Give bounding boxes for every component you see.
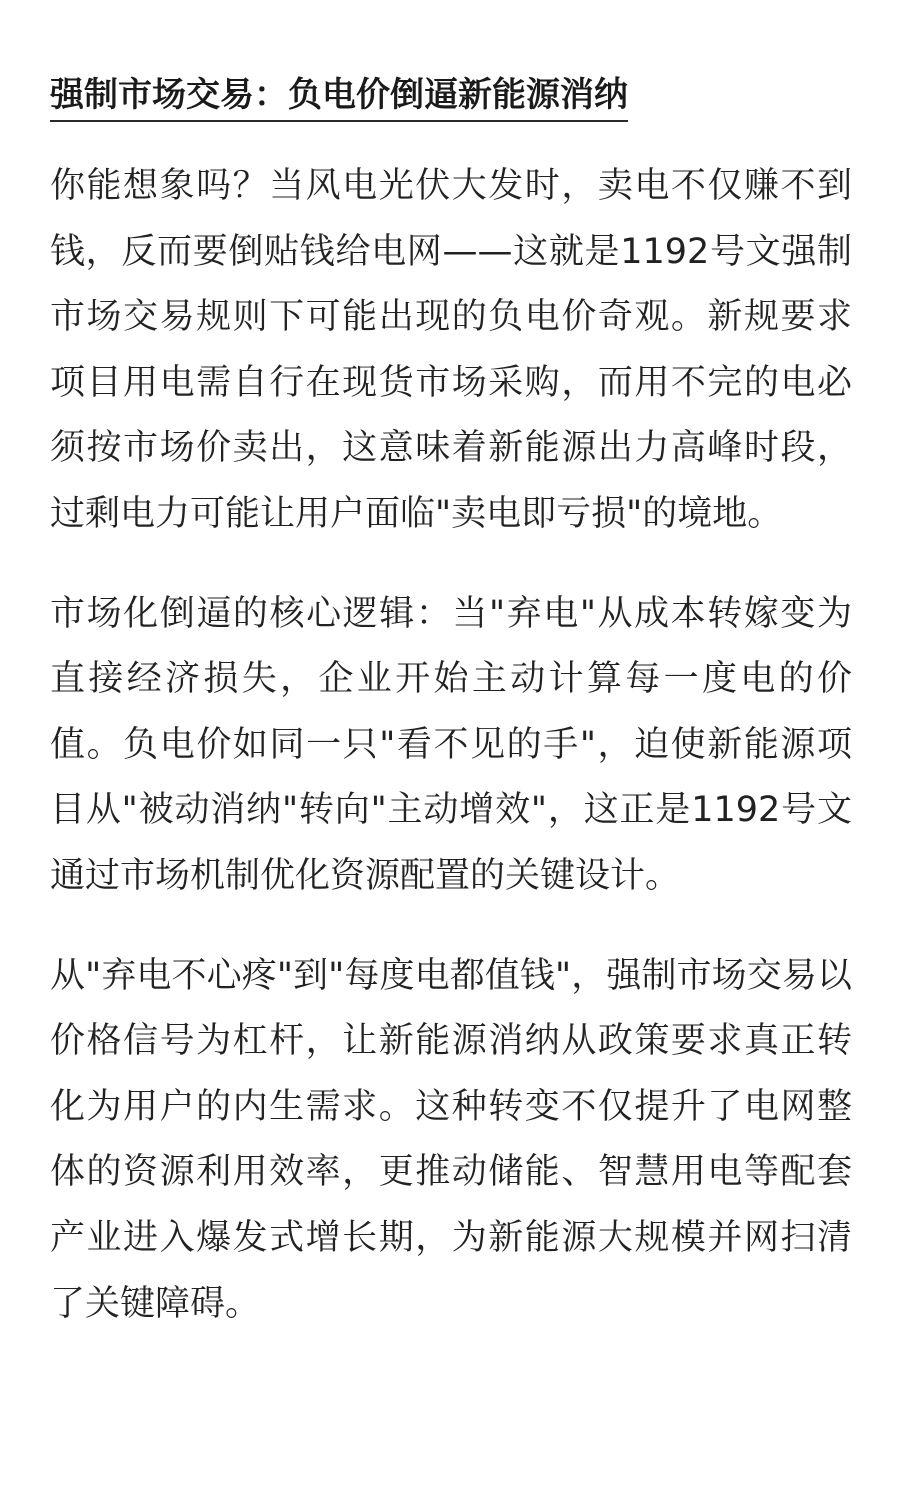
article-body: [50, 72, 852, 1371]
paragraph-negative-price: 你能想象吗？当风电光伏大发时，卖电不仅赚不到钱，反而要倒贴钱给电网——这就是1192号文强制市场交易规则下可能出现的负电价奇观。新规要求项目用电需自行在现货市场采购，而用不完的电必须按市场价卖出，这意味着新能源出力高峰时段，过剩电力可能让用户面临"卖电即亏损"的境地。: [50, 166, 852, 534]
paragraph-market-logic: 市场化倒逼的核心逻辑：当"弃电"从成本转嫁变为直接经济损失，企业开始主动计算每一度电的价值。负电价如同一只"看不见的手"，迫使新能源项目从"被动消纳"转向"主动增效"，这正是1192号文通过市场机制优化资源配置的关键设计。: [50, 593, 852, 896]
article-heading: 强制市场交易：负电价倒逼新能源消纳: [50, 72, 628, 122]
paragraph-conclusion: 从"弃电不心疼"到"每度电都值钱"，强制市场交易以价格信号为杠杆，让新能源消纳从政策要求真正转化为用户的内生需求。这种转变不仅提升了电网整体的资源利用效率，更推动储能、智慧用电等配套产业进入爆发式增长期，为新能源大规模并网扫清了关键障碍。: [50, 955, 852, 1324]
